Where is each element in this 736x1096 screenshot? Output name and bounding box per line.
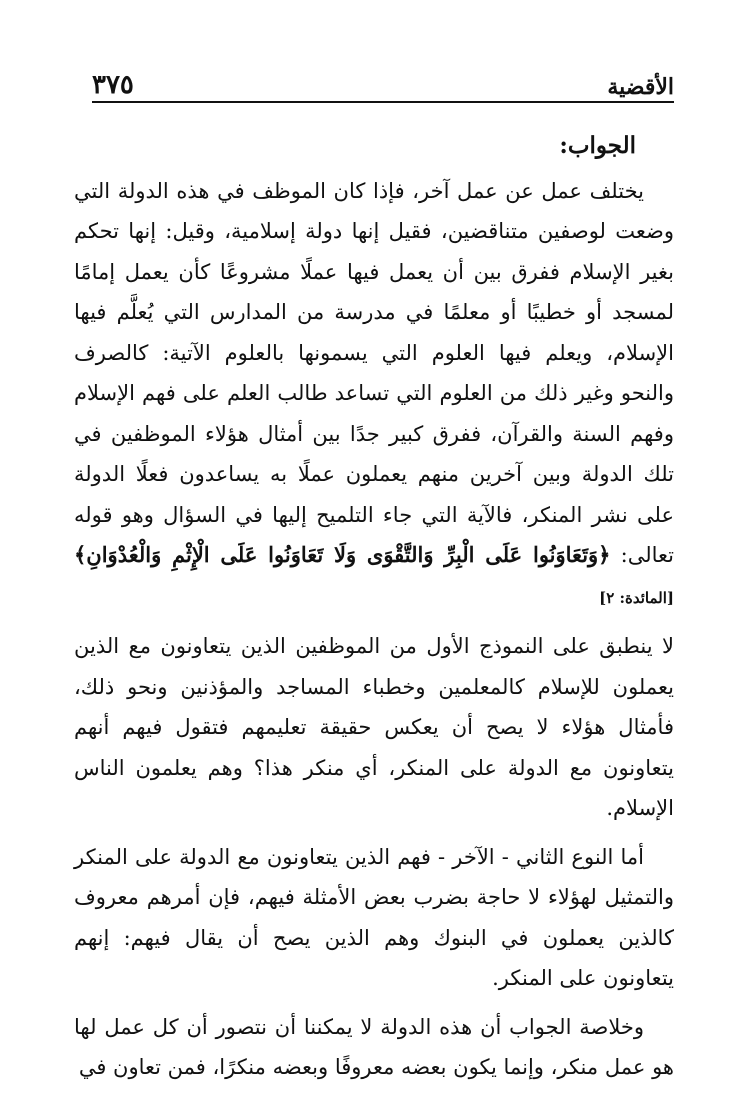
paragraph-3: وخلاصة الجواب أن هذه الدولة لا يمكننا أن نتصور أن كل عمل لها هو عمل منكر، وإنما يكون بعضه معروفًا وبعضه منكرًا، فمن تعاون في (74, 1014, 674, 1079)
page-header (92, 60, 674, 98)
page-number: ٣٧٥ (92, 70, 134, 100)
running-title: الأقضية (607, 74, 674, 100)
verse-reference: [المائدة: ٢] (599, 588, 674, 607)
paragraph-2: أما النوع الثاني - الآخر - فهم الذين يتعاونون مع الدولة على المنكر والتمثيل لهؤلاء لا حاجة بضرب بعض الأمثلة فيهم، فإن أمرهم معروف كالذين يعملون في البنوك وهم الذين يصح أن يقال فيهم: إنهم يتعاونون على المنكر. (74, 844, 674, 990)
paragraph-1-continued: لا ينطبق على النموذج الأول من الموظفين الذين يتعاونون مع الذين يعملون للإسلام كالمعلمين وخطباء المساجد والمؤذنين ونحو ذلك، فأمثال هؤلاء لا يصح أن يعكس حقيقة تعليمهم فتقول فيهم أنهم يتعاونون مع الدولة على المنكر، أي منكر هذا؟ وهم يعلمون الناس الإسلام. (74, 634, 674, 820)
quran-verse: ﴿وَتَعَاوَنُوا عَلَى الْبِرِّ وَالتَّقْوَى وَلَا تَعَاوَنُوا عَلَى الْإِثْمِ وَالْعُدْوَانِ﴾ (74, 542, 611, 567)
page-body (74, 126, 674, 1096)
answer-heading: الجواب: (559, 132, 636, 159)
paragraph-1 (74, 171, 674, 619)
paragraph-1-text: يختلف عمل عن عمل آخر، فإذا كان الموظف في هذه الدولة التي وضعت لوصفين متناقضين، فقيل إنها دولة إسلامية، وقيل: إنها تحكم بغير الإسلام ففرق بين أن يعمل فيها عملًا مشروعًا كأن يعمل إمامًا لمسجد أو خطيبًا أو معلمًا في مدرسة من المدارس التي يُعلَّم فيها الإسلام، ويعلم فيها العلوم التي يسمونها بالعلوم الآتية: كالصرف والنحو وغير ذلك من العلوم التي تساعد طالب العلم على فهم الإسلام وفهم السنة والقرآن، ففرق كبير جدًا بين أمثال هؤلاء الموظفين في تلك الدولة وبين آخرين منهم يعملون عملًا به يساعدون فعلًا الدولة على نشر المنكر، فالآية التي جاء التلميح إليها في السؤال وهو قوله تعالى: (74, 178, 674, 567)
header-rule (92, 101, 674, 103)
